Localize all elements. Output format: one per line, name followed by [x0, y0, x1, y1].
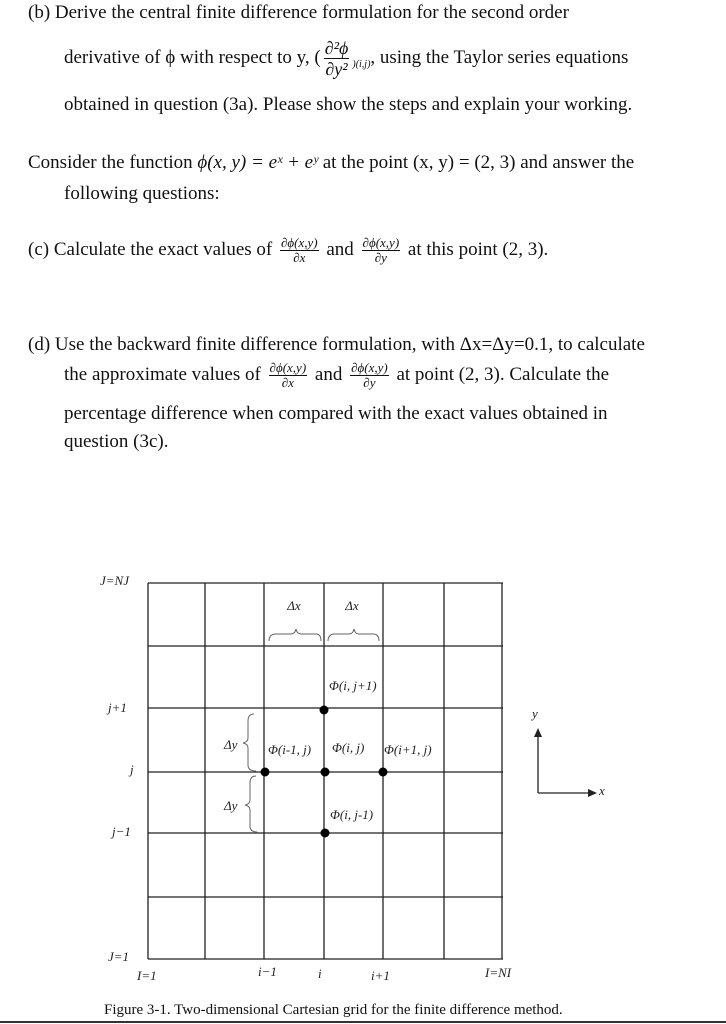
part-b-line2-pre: derivative of ϕ with respect to y, (: [64, 46, 321, 68]
bottom-divider: [0, 1021, 726, 1023]
fraction-numerator: ∂ϕ(x,y): [362, 235, 400, 250]
part-b-subscript: )(i,j): [352, 58, 371, 70]
dx-label-left: Δx: [287, 598, 301, 613]
part-b-line1: (b) Derive the central finite difference formulation for the second order: [28, 2, 569, 23]
part-b-line2-post: , using the Taylor series equations: [370, 46, 629, 68]
col-label-i: i: [318, 966, 322, 981]
axis-label-x: x: [599, 783, 605, 798]
arrow-right-icon: [588, 789, 597, 797]
consider-post: at the point (x, y) = (2, 3) and answer the: [317, 152, 635, 173]
row-label-j: j: [130, 762, 134, 777]
node-right: [379, 768, 388, 777]
consider-pre: Consider the function: [28, 152, 198, 173]
axis-arrows: [534, 728, 597, 797]
dy-brace-lower: [245, 776, 257, 832]
figure-caption: Figure 3-1. Two-dimensional Cartesian grid for the finite difference method.: [104, 1002, 563, 1018]
part-d-line1: (d) Use the backward finite difference formulation, with Δx=Δy=0.1, to calculate: [28, 334, 645, 355]
function-expression: ϕ(x, y) = eˣ + eʸ: [197, 152, 318, 173]
col-label-im1: i−1: [258, 964, 277, 979]
part-d-line4: question (3c).: [64, 431, 169, 452]
node-label-right: Φ(i+1, j): [384, 742, 432, 757]
node-left: [261, 768, 270, 777]
part-d-post: at point (2, 3). Calculate the: [396, 363, 610, 385]
part-d-pre: the approximate values of: [64, 363, 261, 385]
part-c-post: at this point (2, 3).: [407, 238, 549, 260]
row-label-jp1: j+1: [108, 700, 127, 715]
col-label-last: I=NI: [485, 965, 512, 980]
row-label-bottom: J=1: [108, 949, 130, 964]
node-bottom: [321, 829, 330, 838]
consider-line2: following questions:: [64, 183, 220, 204]
fraction-numerator: ∂²ϕ: [324, 38, 349, 58]
dy-label-upper: Δy: [224, 737, 238, 752]
fraction-denominator: ∂x: [281, 375, 294, 390]
fraction-denominator: ∂y²: [325, 59, 348, 79]
col-label-ip1: i+1: [371, 968, 390, 983]
part-c-pre: (c) Calculate the exact values of: [28, 238, 273, 260]
node-label-center: Φ(i, j): [332, 740, 365, 755]
fraction-numerator: ∂ϕ(x,y): [269, 360, 307, 375]
part-d-line3: percentage difference when compared with the exact values obtained in: [64, 403, 608, 424]
fraction-numerator: ∂ϕ(x,y): [281, 235, 318, 250]
row-label-top: J=NJ: [100, 573, 129, 588]
dx-brace-right: [328, 629, 379, 641]
row-label-jm1: j−1: [112, 824, 131, 839]
node-label-left: Φ(i-1, j): [268, 742, 312, 757]
node-label-top: Φ(i, j+1): [329, 678, 377, 693]
dx-brace-left: [269, 629, 321, 641]
arrow-up-icon: [534, 728, 542, 737]
part-b-line3: obtained in question (3a). Please show the steps and explain your working.: [64, 94, 633, 115]
fraction-denominator: ∂y: [363, 375, 376, 390]
dy-label-lower: Δy: [224, 798, 238, 813]
node-top: [320, 706, 329, 715]
fraction-denominator: ∂y: [374, 250, 387, 265]
fraction-denominator: ∂x: [293, 250, 306, 265]
dx-label-right: Δx: [345, 598, 359, 613]
axis-label-y: y: [532, 706, 538, 721]
dy-brace-upper: [243, 714, 256, 771]
and-text: and: [326, 238, 354, 260]
col-label-first: I=1: [137, 968, 157, 983]
and-text: and: [314, 363, 343, 385]
node-center: [321, 768, 330, 777]
fraction-numerator: ∂ϕ(x,y): [351, 360, 388, 375]
node-label-bottom: Φ(i, j-1): [330, 807, 374, 822]
